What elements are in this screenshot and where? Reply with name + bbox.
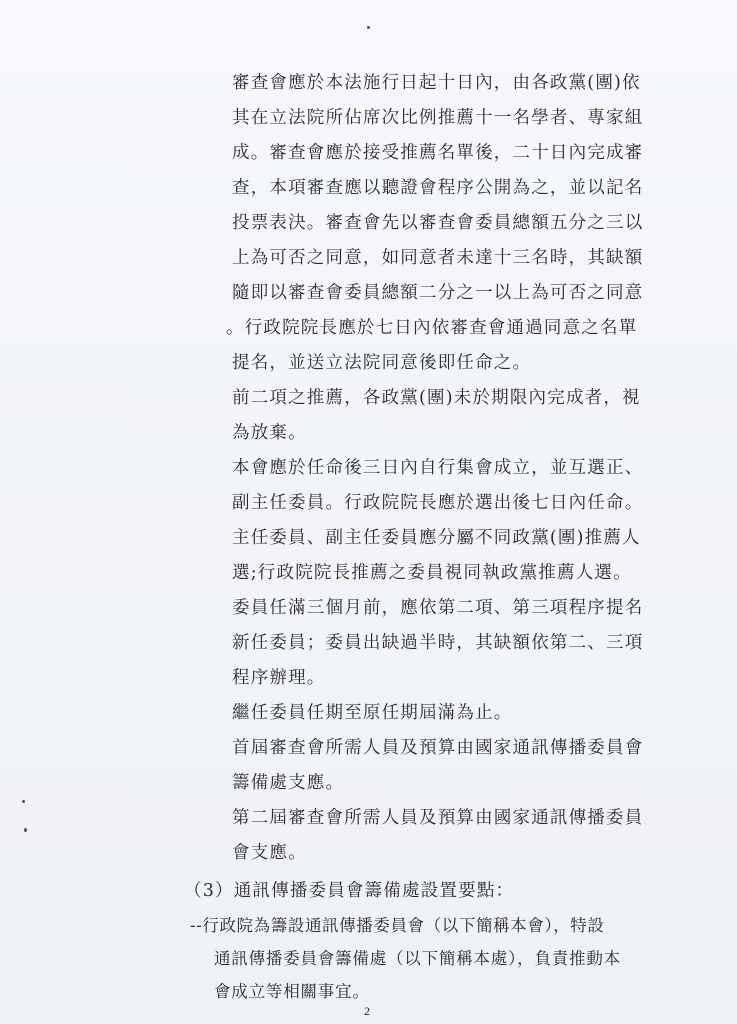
text-line: 上為可否之同意，如同意者未達十三名時，其缺額	[232, 248, 644, 268]
scan-speck	[24, 828, 27, 832]
text-line: 隨即以審查會委員總額二分之一以上為可否之同意	[232, 283, 644, 303]
text-line: 繼任委員任期至原任期屆滿為止。	[232, 703, 513, 723]
text-line: 其在立法院所佔席次比例推薦十一名學者、專家組	[232, 108, 644, 128]
scan-speck	[22, 800, 25, 803]
text-line: 審查會應於本法施行日起十日內，由各政黨(團)依	[232, 73, 641, 93]
text-line: 會支應。	[232, 843, 307, 863]
text-line: 籌備處支應。	[232, 773, 345, 793]
text-line: 會成立等相關事宜。	[214, 982, 370, 1001]
text-line: 。行政院院長應於七日內依審查會通過同意之名單	[226, 318, 638, 338]
text-line: 提名，並送立法院同意後即任命之。	[232, 353, 532, 373]
section-heading: （3）通訊傳播委員會籌備處設置要點：	[184, 881, 515, 901]
text-line: 為放棄。	[232, 423, 307, 443]
text-line: 副主任委員。行政院院長應於選出後七日內任命。	[232, 493, 644, 513]
scan-speck	[367, 26, 370, 29]
page-number: 2	[364, 1004, 370, 1018]
text-line: 通訊傳播委員會籌備處（以下簡稱本處），負責推動本	[214, 949, 621, 968]
text-line: 新任委員；委員出缺過半時，其缺額依第二、三項	[232, 633, 644, 653]
text-line: 第二屆審查會所需人員及預算由國家通訊傳播委員	[232, 808, 644, 828]
text-line: 委員任滿三個月前，應依第二項、第三項程序提名	[232, 598, 644, 618]
text-line: 前二項之推薦，各政黨(團)未於期限內完成者，視	[232, 388, 641, 408]
text-line: 查，本項審查應以聽證會程序公開為之，並以記名	[232, 178, 644, 198]
text-line: 成。審查會應於接受推薦名單後，二十日內完成審	[232, 143, 644, 163]
text-line: 選;行政院院長推薦之委員視同執政黨推薦人選。	[232, 563, 632, 583]
text-line: --行政院為籌設通訊傳播委員會（以下簡稱本會），特設	[190, 916, 605, 935]
text-line: 程序辦理。	[232, 668, 326, 688]
text-line: 首屆審查會所需人員及預算由國家通訊傳播委員會	[232, 738, 644, 758]
text-line: 主任委員、副主任委員應分屬不同政黨(團)推薦人	[232, 528, 641, 548]
text-line: 投票表決。審查會先以審查會委員總額五分之三以	[232, 213, 644, 233]
text-line: 本會應於任命後三日內自行集會成立，並互選正、	[232, 458, 644, 478]
